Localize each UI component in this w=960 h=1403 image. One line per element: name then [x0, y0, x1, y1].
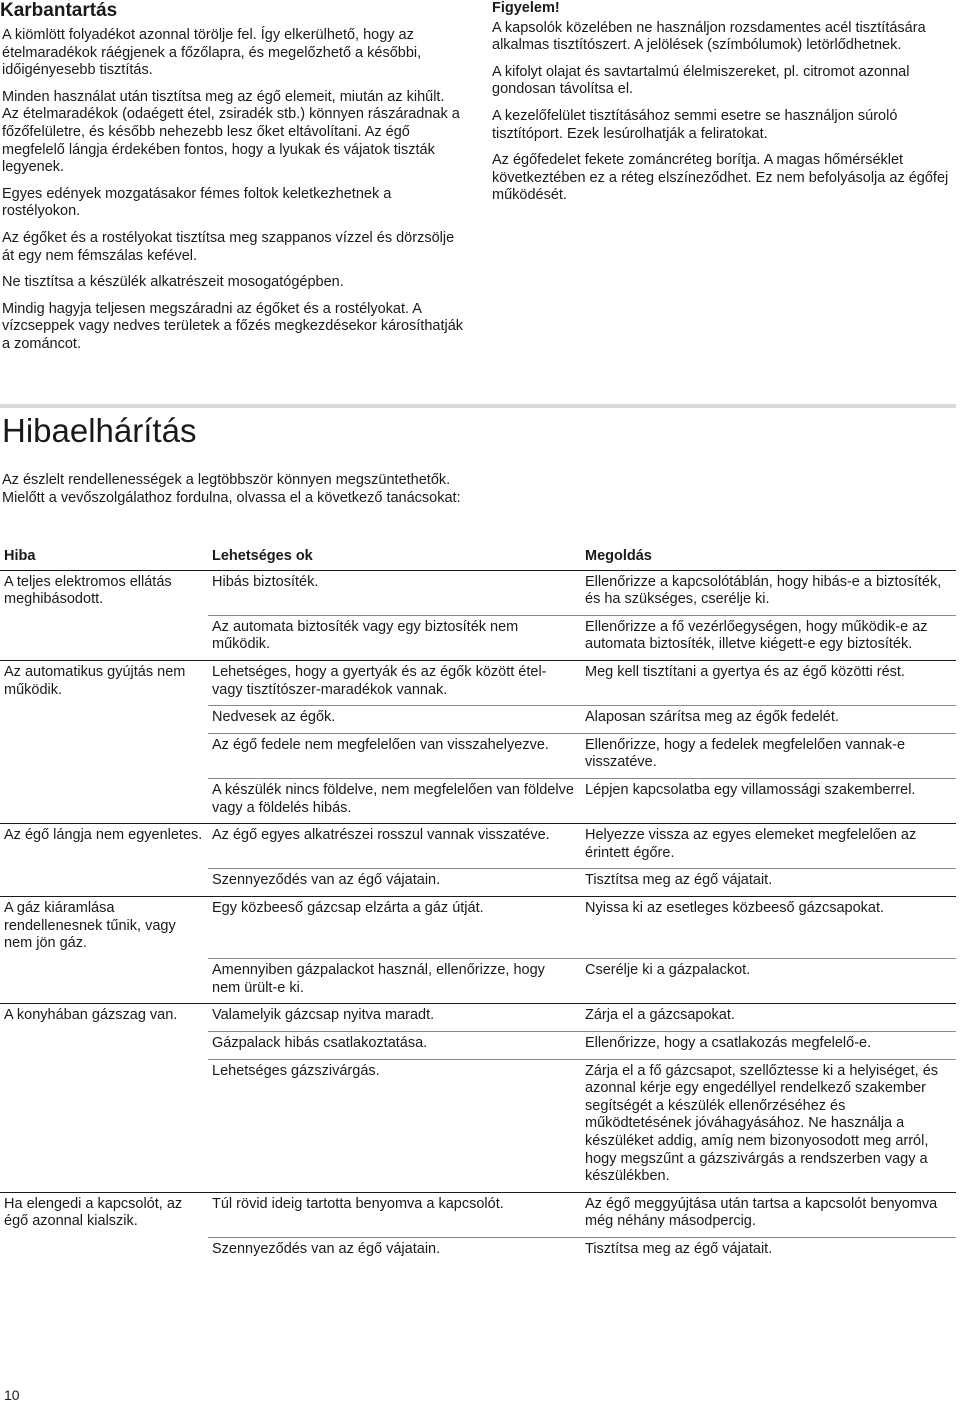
cell-megoldas: Tisztítsa meg az égő vájatait. [581, 869, 956, 897]
figyelem-section [492, 0, 950, 214]
table-row [0, 896, 956, 958]
cell-megoldas: Ellenőrizze, hogy a csatlakozás megfelelő-e. [581, 1031, 956, 1059]
cell-lehetseges-ok: Amennyiben gázpalackot használ, ellenőrizze, hogy nem ürült-e ki. [208, 959, 581, 1004]
cell-lehetseges-ok: Az automata biztosíték vagy egy biztosíték nem működik. [208, 615, 581, 660]
cell-lehetseges-ok: Az égő fedele nem megfelelően van visszahelyezve. [208, 733, 581, 778]
figyelem-paragraph: A kapsolók közelében ne használjon rozsdamentes acél tisztítására alkalmas tisztítószert. A jelölések (szímbólumok) letörlődhetnek. [492, 19, 926, 54]
cell-megoldas: Cserélje ki a gázpalackot. [581, 959, 956, 1004]
karbantartas-paragraph: Egyes edények mozgatásakor fémes foltok keletkezhetnek a rostélyokon. [2, 185, 392, 220]
cell-lehetseges-ok: Valamelyik gázcsap nyitva maradt. [208, 1004, 581, 1032]
cell-megoldas: Helyezze vissza az egyes elemeket megfelelően az érintett égőre. [581, 824, 956, 869]
table-row [0, 869, 956, 897]
cell-hiba: Az automatikus gyújtás nem működik. [0, 660, 208, 705]
cell-hiba [0, 959, 208, 1004]
cell-lehetseges-ok: Lehetséges gázszivárgás. [208, 1059, 581, 1192]
cell-megoldas: Zárja el a fő gázcsapot, szellőztesse ki a helyiséget, és azonnal kérje egy engedéllyel rendelkező szakember segítségét a készülék ellenőrzéséhez és működtetésének jóváhagyásához. Ne használja a készüléket addig, amíg nem bizonyosodott meg arról, hogy megszűnt a gázszivárgás a rendszerben vagy a készülékben. [581, 1059, 956, 1192]
cell-hiba [0, 1031, 208, 1059]
table-row [0, 570, 956, 615]
cell-hiba: A gáz kiáramlása rendellenesnek tűnik, vagy nem jön gáz. [0, 896, 208, 958]
hibaelharitas-intro: Az észlelt rendellenességek a legtöbbször könnyen megszüntethetők. Mielőtt a vevőszolgálathoz fordulna, olvassa el a következő tanácsokat: [2, 472, 461, 506]
table-row [0, 824, 956, 869]
karbantartas-paragraph: A kiömlött folyadékot azonnal törölje fel. Így elkerülhető, hogy az ételmaradékok ráégjenek a főzőlapra, és megelőzhető a későbbi, időigényesebb tisztítás. [2, 27, 422, 79]
section-divider [0, 404, 956, 408]
table-row [0, 1031, 956, 1059]
cell-megoldas: Az égő meggyújtása után tartsa a kapcsolót benyomva még néhány másodpercig. [581, 1192, 956, 1237]
figyelem-paragraph: A kezelőfelület tisztításához semmi esetre se használjon súroló tisztítóport. Ezek lesúrolhatják a feliratokat. [492, 107, 898, 142]
cell-lehetseges-ok: Lehetséges, hogy a gyertyák és az égők között étel- vagy tisztítószer-maradékok vannak. [208, 660, 581, 705]
cell-hiba: Az égő lángja nem egyenletes. [0, 824, 208, 869]
cell-hiba [0, 615, 208, 660]
table-header-row [0, 544, 956, 570]
table-row [0, 1004, 956, 1032]
cell-lehetseges-ok: Gázpalack hibás csatlakoztatása. [208, 1031, 581, 1059]
cell-megoldas: Ellenőrizze a kapcsolótáblán, hogy hibás-e a biztosíték, és ha szükséges, cserélje ki. [581, 570, 956, 615]
cell-megoldas: Nyissa ki az esetleges közbeeső gázcsapokat. [581, 896, 956, 958]
cell-hiba: A teljes elektromos ellátás meghibásodott. [0, 570, 208, 615]
table-body [0, 570, 956, 1264]
figyelem-paragraph: A kifolyt olajat és savtartalmú élelmiszereket, pl. citromot azonnal gondosan távolítsa el. [492, 63, 910, 98]
cell-hiba: A konyhában gázszag van. [0, 1004, 208, 1032]
cell-lehetseges-ok: Az égő egyes alkatrészei rosszul vannak visszatéve. [208, 824, 581, 869]
cell-megoldas: Alaposan szárítsa meg az égők fedelét. [581, 706, 956, 734]
karbantartas-paragraph: Minden használat után tisztítsa meg az égő elemeit, miután az kihűlt. Az ételmaradékok (odaégett étel, zsiradék stb.) könnyen rászáradnak a főzőfelületre, és később nehezebb lesz őket eltávolítani. Az égő megfelelő lángja érdekében fontos, hogy a lyukak és vájatok tiszták legyenek. [2, 88, 460, 176]
cell-lehetseges-ok: Túl rövid ideig tartotta benyomva a kapcsolót. [208, 1192, 581, 1237]
cell-hiba [0, 869, 208, 897]
cell-megoldas: Ellenőrizze a fő vezérlőegységen, hogy működik-e az automata biztosíték, illetve kiégett-e egy biztosíték. [581, 615, 956, 660]
table-row [0, 1192, 956, 1237]
karbantartas-section [0, 0, 464, 363]
cell-megoldas: Lépjen kapcsolatba egy villamossági szakemberrel. [581, 778, 956, 823]
hibaelharitas-title: Hibaelhárítás [2, 412, 197, 449]
cell-hiba [0, 1059, 208, 1192]
page-number: 10 [4, 1387, 20, 1403]
table-row [0, 706, 956, 734]
cell-lehetseges-ok: Hibás biztosíték. [208, 570, 581, 615]
cell-lehetseges-ok: Egy közbeeső gázcsap elzárta a gáz útját. [208, 896, 581, 958]
cell-lehetseges-ok: Nedvesek az égők. [208, 706, 581, 734]
cell-megoldas: Meg kell tisztítani a gyertya és az égő közötti rést. [581, 660, 956, 705]
figyelem-title: Figyelem! [492, 0, 560, 16]
cell-lehetseges-ok: A készülék nincs földelve, nem megfelelően van földelve vagy a földelés hibás. [208, 778, 581, 823]
header-megoldas: Megoldás [581, 544, 956, 570]
cell-lehetseges-ok: Szennyeződés van az égő vájatain. [208, 1237, 581, 1264]
cell-hiba: Ha elengedi a kapcsolót, az égő azonnal kialszik. [0, 1192, 208, 1237]
cell-hiba [0, 778, 208, 823]
table-row [0, 959, 956, 1004]
karbantartas-paragraph: Mindig hagyja teljesen megszáradni az égőket és a rostélyokat. A vízcseppek vagy nedves területek a főzés megkezdésekor károsíthatják a zománcot. [2, 300, 464, 352]
cell-megoldas: Zárja el a gázcsapokat. [581, 1004, 956, 1032]
troubleshooting-table [0, 544, 956, 1265]
cell-megoldas: Tisztítsa meg az égő vájatait. [581, 1237, 956, 1264]
table-row [0, 1237, 956, 1264]
cell-hiba [0, 733, 208, 778]
karbantartas-title: Karbantartás [0, 0, 118, 21]
cell-lehetseges-ok: Szennyeződés van az égő vájatain. [208, 869, 581, 897]
table-row [0, 660, 956, 705]
header-hiba: Hiba [0, 544, 208, 570]
karbantartas-paragraph: Az égőket és a rostélyokat tisztítsa meg szappanos vízzel és dörzsölje át egy nem fémszálas kefével. [2, 229, 455, 264]
table-row [0, 778, 956, 823]
cell-megoldas: Ellenőrizze, hogy a fedelek megfelelően vannak-e visszatéve. [581, 733, 956, 778]
table-row [0, 733, 956, 778]
figyelem-paragraph: Az égőfedelet fekete zománcréteg borítja. A magas hőmérséklet következtében ez a réteg elszíneződhet. Ez nem befolyásolja az égőfej működését. [492, 152, 949, 204]
cell-hiba [0, 706, 208, 734]
table-row [0, 1059, 956, 1192]
table-row [0, 615, 956, 660]
cell-hiba [0, 1237, 208, 1264]
karbantartas-paragraph: Ne tisztítsa a készülék alkatrészeit mosogatógépben. [2, 274, 344, 291]
header-lehetseges-ok: Lehetséges ok [208, 544, 581, 570]
